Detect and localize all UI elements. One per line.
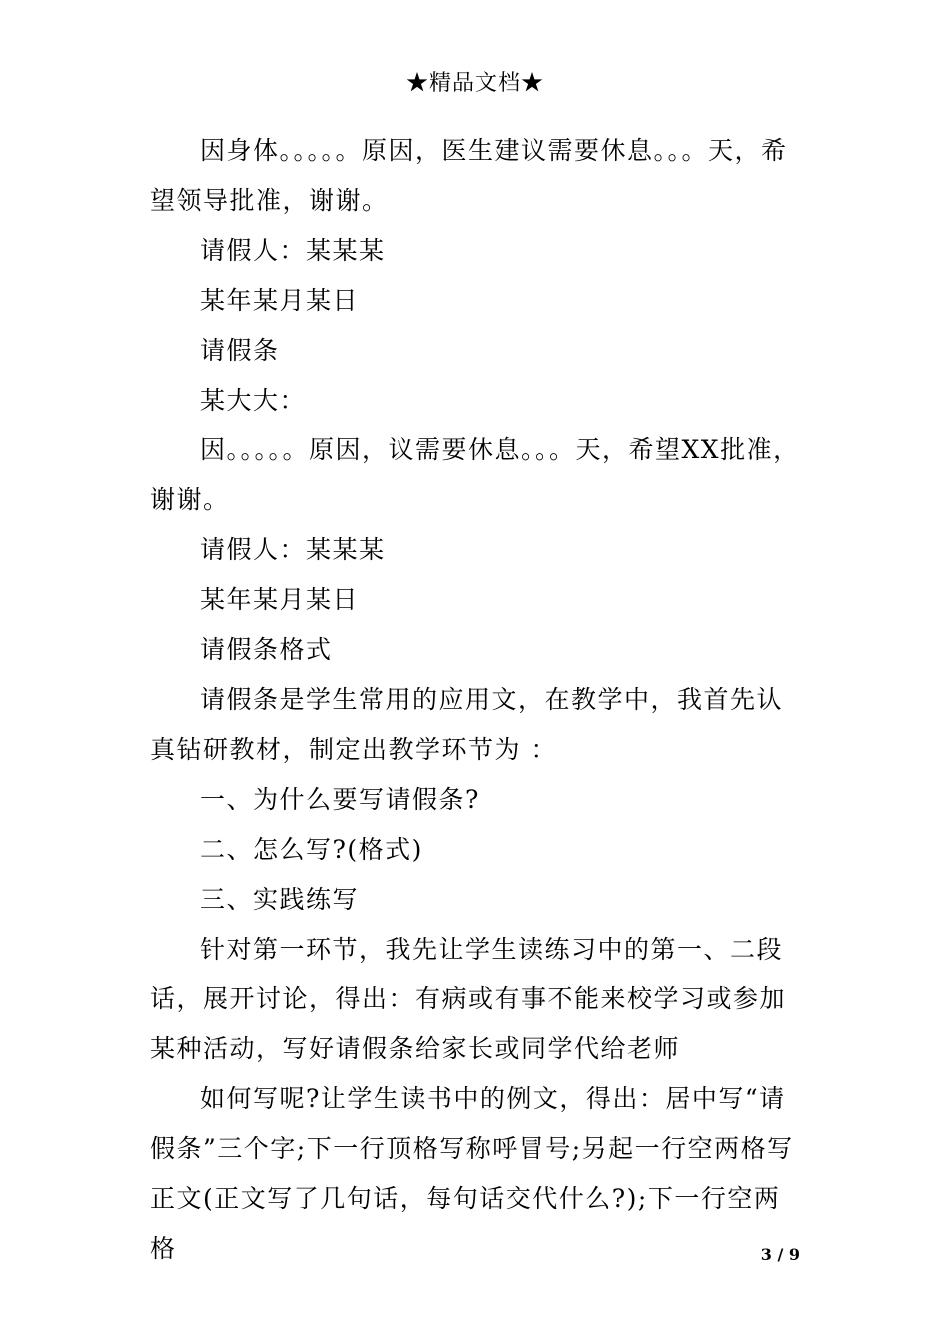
paragraph-6: 因。。。。。原因，议需要休息。。。天，希望XX批准，谢谢。 [150,435,800,515]
paragraph-11: 一、为什么要写请假条? [200,784,480,814]
paragraph-5: 某大大： [200,385,307,415]
paragraph-15: 如何写呢?让学生读书中的例文，得出：居中写“请假条”三个字;下一行顶格写称呼冒号;另起一行空两格写正文(正文写了几句话，每句话交代什么?);下一行空两格 [150,1084,794,1263]
paragraph-2: 请假人：某某某 [200,235,386,265]
paragraph-4: 请假条 [200,335,280,365]
paragraph-3: 某年某月某日 [200,285,360,315]
paragraph-7: 请假人：某某某 [200,535,386,565]
page-header-title: ★精品文档★ [405,71,544,96]
paragraph-10: 请假条是学生常用的应用文，在教学中，我首先认真钻研教材，制定出教学环节为 ： [150,684,784,764]
paragraph-1: 因身体。。。。。原因，医生建议需要休息。。。天，希望领导批准，谢谢。 [150,136,788,215]
paragraph-8: 某年某月某日 [200,585,360,615]
page-number: 3 / 9 [760,1245,800,1264]
document-body [150,126,802,1274]
paragraph-14: 针对第一环节，我先让学生读练习中的第一、二段话，展开讨论，得出：有病或有事不能来校学习或参加某种活动，写好请假条给家长或同学代给老师 [150,934,787,1064]
paragraph-13: 三、实践练写 [200,884,360,914]
paragraph-9: 请假条格式 [200,635,333,665]
paragraph-12: 二、怎么写?(格式) [200,834,423,864]
